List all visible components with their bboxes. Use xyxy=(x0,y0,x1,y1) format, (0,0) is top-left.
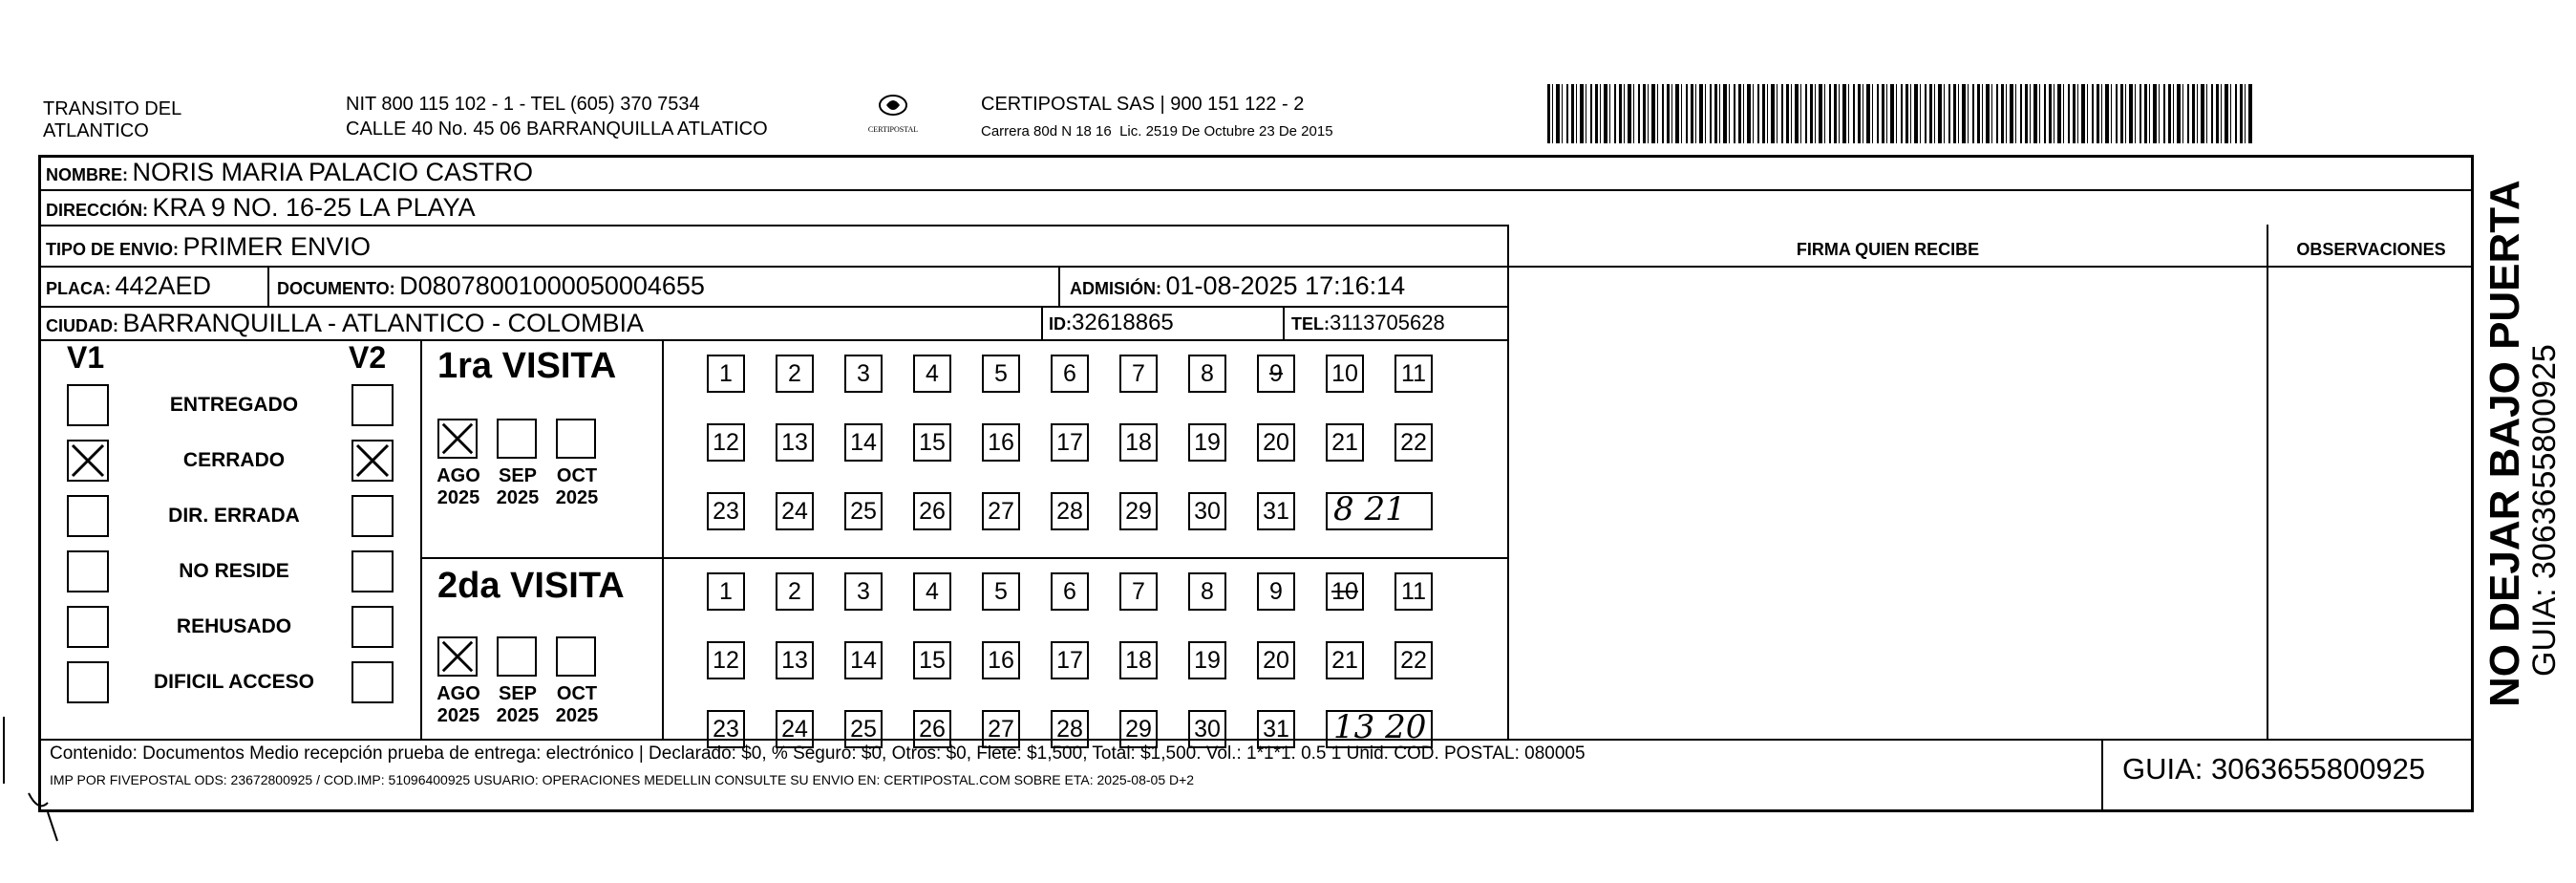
sender-address: CALLE 40 No. 45 06 BARRANQUILLA ATLATICO xyxy=(346,118,768,140)
day-box[interactable]: 27 xyxy=(982,492,1020,530)
day-box[interactable]: 14 xyxy=(844,423,883,462)
footer-guia: GUIA: 3063655800925 xyxy=(2122,752,2426,786)
day-box[interactable]: 8 xyxy=(1188,355,1226,393)
day-box[interactable]: 5 xyxy=(982,572,1020,611)
day-box[interactable]: 7 xyxy=(1119,572,1158,611)
placa-field: PLACA: 442AED xyxy=(46,271,212,300)
day-box[interactable]: 12 xyxy=(707,423,745,462)
year-label: 2025 xyxy=(555,487,599,508)
day-box[interactable]: 4 xyxy=(913,572,951,611)
v2-checkbox[interactable] xyxy=(351,495,394,537)
day-box[interactable]: 13 xyxy=(776,641,814,679)
documento-field: DOCUMENTO: D08078001000050004655 xyxy=(277,271,705,300)
day-box[interactable]: 23 xyxy=(707,492,745,530)
day-box[interactable]: 7 xyxy=(1119,355,1158,393)
day-box[interactable]: 14 xyxy=(844,641,883,679)
day-box[interactable]: 8 xyxy=(1188,572,1226,611)
day-box[interactable]: 2 xyxy=(776,355,814,393)
v1-checkbox[interactable] xyxy=(67,495,109,537)
firma-label: FIRMA QUIEN RECIBE xyxy=(1796,240,1980,259)
visit2-title: 2da VISITA xyxy=(437,566,625,606)
observations-box[interactable] xyxy=(2271,268,2470,736)
ciudad-field: CIUDAD: BARRANQUILLA - ATLANTICO - COLOMBIA xyxy=(46,309,645,337)
day-box[interactable]: 6 xyxy=(1051,355,1089,393)
day-box[interactable]: 10 xyxy=(1326,572,1364,611)
month-checkbox[interactable] xyxy=(437,419,478,459)
day-box[interactable]: 19 xyxy=(1188,641,1226,679)
footer-contenido: Contenido: Documentos Medio recepción prueba de entrega: electrónico | Declarado: $0, % Seguro: $0, Otros: $0, Flete: $1,500, Total: $1,500. Vol.: 1*1*1. 0.5 1 Unid. COD. POSTAL: 080005 xyxy=(50,743,1586,764)
day-box[interactable]: 20 xyxy=(1257,641,1295,679)
month-label: AGO xyxy=(436,465,480,486)
day-box[interactable]: 28 xyxy=(1051,492,1089,530)
v1-checkbox[interactable] xyxy=(67,606,109,648)
day-box[interactable]: 3 xyxy=(844,355,883,393)
day-box[interactable]: 17 xyxy=(1051,423,1089,462)
month-label: OCT xyxy=(556,465,598,486)
v1-checkbox[interactable] xyxy=(67,550,109,592)
day-box[interactable]: 5 xyxy=(982,355,1020,393)
v2-checkbox[interactable] xyxy=(351,661,394,703)
v1-checkbox[interactable] xyxy=(67,384,109,426)
year-label: 2025 xyxy=(496,705,540,726)
company-line: CERTIPOSTAL SAS | 900 151 122 - 2 xyxy=(981,94,1305,115)
day-box[interactable]: 17 xyxy=(1051,641,1089,679)
status-option-label: DIR. ERRADA xyxy=(168,505,300,527)
v2-checkbox[interactable] xyxy=(351,550,394,592)
day-box[interactable]: 2 xyxy=(776,572,814,611)
day-box[interactable]: 11 xyxy=(1394,355,1433,393)
v1-checkbox[interactable] xyxy=(67,440,109,482)
sender-nit: NIT 800 115 102 - 1 - TEL (605) 370 7534 xyxy=(346,94,700,115)
day-box[interactable]: 31 xyxy=(1257,710,1295,748)
tel-field: TEL:3113705628 xyxy=(1291,311,1445,334)
day-box[interactable]: 13 xyxy=(776,423,814,462)
status-option-label: CERRADO xyxy=(182,449,286,471)
day-box[interactable]: 21 xyxy=(1326,641,1364,679)
day-box[interactable]: 19 xyxy=(1188,423,1226,462)
month-label: AGO xyxy=(436,683,480,704)
month-checkbox[interactable] xyxy=(497,636,537,677)
svg-text:CERTIPOSTAL: CERTIPOSTAL xyxy=(867,125,919,134)
month-checkbox[interactable] xyxy=(437,636,478,677)
month-label: SEP xyxy=(498,465,538,486)
day-box[interactable]: 20 xyxy=(1257,423,1295,462)
month-label: OCT xyxy=(556,683,598,704)
year-label: 2025 xyxy=(496,487,540,508)
day-box[interactable]: 15 xyxy=(913,423,951,462)
day-box[interactable]: 10 xyxy=(1326,355,1364,393)
day-box[interactable]: 31 xyxy=(1257,492,1295,530)
year-label: 2025 xyxy=(555,705,599,726)
day-box[interactable]: 9 xyxy=(1257,355,1295,393)
handwritten-time: 8 21 xyxy=(1333,490,1406,528)
handwritten-time: 13 20 xyxy=(1333,708,1427,746)
month-checkbox[interactable] xyxy=(556,636,596,677)
day-box[interactable]: 28 xyxy=(1051,710,1089,748)
v2-checkbox[interactable] xyxy=(351,440,394,482)
day-box[interactable]: 6 xyxy=(1051,572,1089,611)
day-box[interactable]: 18 xyxy=(1119,641,1158,679)
barcode xyxy=(1547,84,2254,143)
nombre-field: NOMBRE: NORIS MARIA PALACIO CASTRO xyxy=(46,158,534,186)
day-box[interactable]: 29 xyxy=(1119,710,1158,748)
tear-marks xyxy=(0,707,76,851)
id-field: ID:32618865 xyxy=(1049,310,1174,335)
day-box[interactable]: 16 xyxy=(982,423,1020,462)
day-box[interactable]: 11 xyxy=(1394,572,1433,611)
tipo-envio-field: TIPO DE ENVIO: PRIMER ENVIO xyxy=(46,232,372,261)
visit1-title: 1ra VISITA xyxy=(437,346,617,386)
day-box[interactable]: 27 xyxy=(982,710,1020,748)
footer-imp: IMP POR FIVEPOSTAL ODS: 23672800925 / COD.IMP: 51096400925 USUARIO: OPERACIONES MEDELLIN CONSULTE SU ENVIO EN: CERTIPOSTAL.COM SOBRE ETA: 2025-08-05 D+2 xyxy=(50,772,1195,787)
day-box[interactable]: 22 xyxy=(1394,641,1433,679)
day-box[interactable]: 12 xyxy=(707,641,745,679)
day-box[interactable]: 22 xyxy=(1394,423,1433,462)
day-box[interactable]: 24 xyxy=(776,492,814,530)
admision-field: ADMISIÓN: 01-08-2025 17:16:14 xyxy=(1070,271,1406,300)
certipostal-logo xyxy=(860,92,926,140)
status-option-label: ENTREGADO xyxy=(169,394,299,416)
v2-checkbox[interactable] xyxy=(351,606,394,648)
day-box[interactable]: 26 xyxy=(913,710,951,748)
day-box[interactable]: 29 xyxy=(1119,492,1158,530)
signature-box[interactable] xyxy=(1514,268,2267,736)
direccion-field: DIRECCIÓN: KRA 9 NO. 16-25 LA PLAYA xyxy=(46,193,476,222)
day-box[interactable]: 23 xyxy=(707,710,745,748)
day-box[interactable]: 4 xyxy=(913,355,951,393)
side-guia: GUIA: 3063655800925 xyxy=(2526,344,2563,677)
no-dejar-warning: NO DEJAR BAJO PUERTA xyxy=(2481,180,2528,707)
day-box[interactable]: 25 xyxy=(844,492,883,530)
month-label: SEP xyxy=(498,683,538,704)
status-option-label: REHUSADO xyxy=(176,615,292,637)
status-option-label: DIFICIL ACCESO xyxy=(153,671,314,693)
v1-label: V1 xyxy=(67,340,105,375)
day-box[interactable]: 26 xyxy=(913,492,951,530)
observaciones-label: OBSERVACIONES xyxy=(2296,240,2446,259)
v2-checkbox[interactable] xyxy=(351,384,394,426)
day-box[interactable]: 25 xyxy=(844,710,883,748)
day-box[interactable]: 21 xyxy=(1326,423,1364,462)
v1-checkbox[interactable] xyxy=(67,661,109,703)
day-box[interactable]: 24 xyxy=(776,710,814,748)
day-box[interactable]: 15 xyxy=(913,641,951,679)
day-box[interactable]: 18 xyxy=(1119,423,1158,462)
day-box[interactable]: 9 xyxy=(1257,572,1295,611)
license-line: Carrera 80d N 18 16 Lic. 2519 De Octubre 23 De 2015 xyxy=(981,123,1333,140)
day-box[interactable]: 30 xyxy=(1188,492,1226,530)
year-label: 2025 xyxy=(436,487,480,508)
status-option-label: NO RESIDE xyxy=(179,560,289,582)
month-checkbox[interactable] xyxy=(556,419,596,459)
sender-name: TRANSITO DEL ATLANTICO xyxy=(43,98,182,141)
v2-label: V2 xyxy=(349,340,387,375)
day-box[interactable]: 1 xyxy=(707,355,745,393)
month-checkbox[interactable] xyxy=(497,419,537,459)
day-box[interactable]: 3 xyxy=(844,572,883,611)
day-box[interactable]: 30 xyxy=(1188,710,1226,748)
year-label: 2025 xyxy=(436,705,480,726)
day-box[interactable]: 1 xyxy=(707,572,745,611)
day-box[interactable]: 16 xyxy=(982,641,1020,679)
